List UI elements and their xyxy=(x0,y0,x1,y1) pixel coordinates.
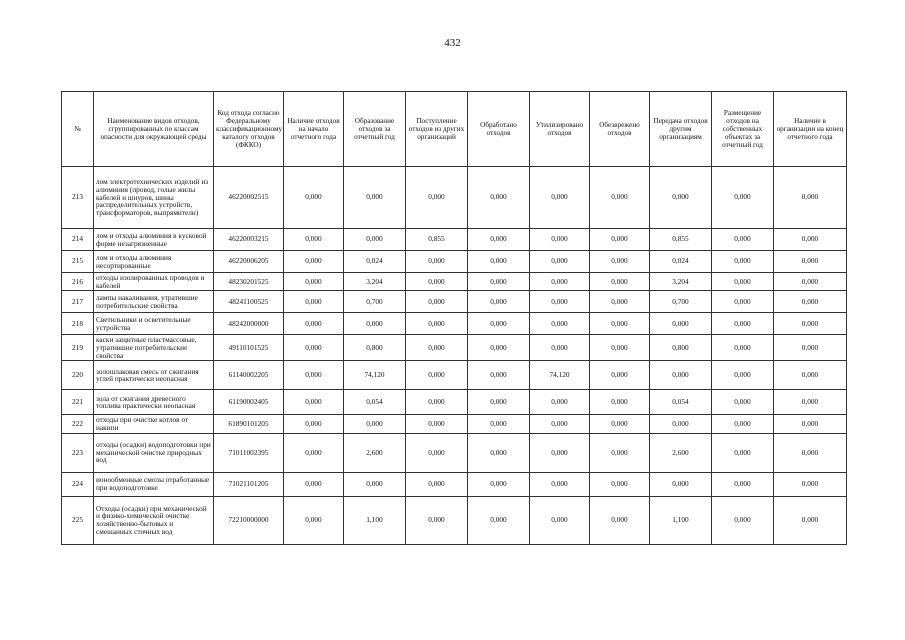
value-transferred: 3,204 xyxy=(650,273,712,291)
value-utilized: 0,000 xyxy=(530,229,590,251)
value-placed-own-sites: 0,000 xyxy=(712,335,774,361)
value-neutralized: 0,000 xyxy=(590,313,650,335)
value-processed: 0,000 xyxy=(468,415,530,433)
value-processed: 0,000 xyxy=(468,229,530,251)
waste-name: Светильники и осветительные устройства xyxy=(94,313,214,335)
value-start-of-year: 0,000 xyxy=(284,291,344,313)
value-received: 0,000 xyxy=(406,472,468,496)
value-processed: 0,000 xyxy=(468,273,530,291)
value-end-of-year: 0,000 xyxy=(774,472,847,496)
waste-name: отходы при очистке котлов от накипи xyxy=(94,415,214,433)
value-start-of-year: 0,000 xyxy=(284,313,344,335)
fkko-code: 71021101205 xyxy=(214,472,284,496)
value-processed: 0,000 xyxy=(468,167,530,229)
value-generated: 74,120 xyxy=(344,361,406,390)
value-transferred: 0,000 xyxy=(650,167,712,229)
fkko-code: 49110101525 xyxy=(214,335,284,361)
value-generated: 0,000 xyxy=(344,229,406,251)
value-generated: 0,024 xyxy=(344,251,406,273)
waste-name: лом и отходы алюминия в кусковой форме незагрязненные xyxy=(94,229,214,251)
waste-name: зола от сжигания древесного топлива практически неопасная xyxy=(94,390,214,415)
value-generated: 0,000 xyxy=(344,167,406,229)
value-start-of-year: 0,000 xyxy=(284,229,344,251)
value-received: 0,000 xyxy=(406,273,468,291)
table-body xyxy=(62,167,847,545)
value-end-of-year: 0,000 xyxy=(774,415,847,433)
table-row xyxy=(62,291,847,313)
value-start-of-year: 0,000 xyxy=(284,390,344,415)
value-placed-own-sites: 0,000 xyxy=(712,167,774,229)
value-processed: 0,000 xyxy=(468,335,530,361)
page-number: 432 xyxy=(444,37,461,49)
row-number: 222 xyxy=(62,415,94,433)
table-header-row xyxy=(62,92,847,167)
value-start-of-year: 0,000 xyxy=(284,167,344,229)
value-utilized: 0,000 xyxy=(530,433,590,472)
header-fkko-code: Код отхода согласно Федеральному классификационному каталогу отходов (ФККО) xyxy=(214,92,284,167)
header-end-of-year: Наличие в организации на конец отчетного года xyxy=(774,92,847,167)
value-utilized: 0,000 xyxy=(530,251,590,273)
fkko-code: 48241100525 xyxy=(214,291,284,313)
header-number: № xyxy=(62,92,94,167)
table-row xyxy=(62,273,847,291)
value-processed: 0,000 xyxy=(468,313,530,335)
waste-table xyxy=(61,91,847,545)
value-neutralized: 0,000 xyxy=(590,273,650,291)
row-number: 213 xyxy=(62,167,94,229)
value-utilized: 0,000 xyxy=(530,472,590,496)
header-processed: Обработано отходов xyxy=(468,92,530,167)
value-transferred: 0,000 xyxy=(650,415,712,433)
value-received: 0,000 xyxy=(406,335,468,361)
value-end-of-year: 0,000 xyxy=(774,291,847,313)
value-generated: 2,600 xyxy=(344,433,406,472)
value-generated: 3,204 xyxy=(344,273,406,291)
value-transferred: 0,054 xyxy=(650,390,712,415)
value-generated: 0,000 xyxy=(344,313,406,335)
value-transferred: 2,600 xyxy=(650,433,712,472)
value-processed: 0,000 xyxy=(468,361,530,390)
value-end-of-year: 0,000 xyxy=(774,251,847,273)
value-received: 0,000 xyxy=(406,496,468,544)
waste-name: Отходы (осадки) при механической и физико-химической очистке хозяйственно-бытовых и смешанных сточных вод xyxy=(94,496,214,544)
row-number: 224 xyxy=(62,472,94,496)
value-neutralized: 0,000 xyxy=(590,229,650,251)
table-row xyxy=(62,167,847,229)
value-received: 0,000 xyxy=(406,251,468,273)
value-end-of-year: 0,000 xyxy=(774,335,847,361)
value-received: 0,000 xyxy=(406,415,468,433)
table-row xyxy=(62,361,847,390)
header-received: Поступление отходов из других организаций xyxy=(406,92,468,167)
value-processed: 0,000 xyxy=(468,472,530,496)
value-end-of-year: 0,000 xyxy=(774,496,847,544)
value-utilized: 0,000 xyxy=(530,167,590,229)
value-start-of-year: 0,000 xyxy=(284,335,344,361)
value-utilized: 0,000 xyxy=(530,496,590,544)
value-placed-own-sites: 0,000 xyxy=(712,291,774,313)
value-processed: 0,000 xyxy=(468,496,530,544)
table-row xyxy=(62,335,847,361)
row-number: 215 xyxy=(62,251,94,273)
value-transferred: 1,100 xyxy=(650,496,712,544)
value-received: 0,000 xyxy=(406,361,468,390)
fkko-code: 46220003215 xyxy=(214,229,284,251)
value-utilized: 74,120 xyxy=(530,361,590,390)
value-placed-own-sites: 0,000 xyxy=(712,472,774,496)
value-received: 0,000 xyxy=(406,390,468,415)
value-transferred: 0,000 xyxy=(650,472,712,496)
value-utilized: 0,000 xyxy=(530,390,590,415)
row-number: 216 xyxy=(62,273,94,291)
value-received: 0,000 xyxy=(406,291,468,313)
row-number: 220 xyxy=(62,361,94,390)
value-generated: 0,000 xyxy=(344,472,406,496)
value-end-of-year: 0,000 xyxy=(774,313,847,335)
waste-name: каски защитные пластмассовые, утратившие потребительские свойства xyxy=(94,335,214,361)
value-received: 0,000 xyxy=(406,433,468,472)
value-neutralized: 0,000 xyxy=(590,251,650,273)
value-neutralized: 0,000 xyxy=(590,472,650,496)
value-neutralized: 0,000 xyxy=(590,361,650,390)
value-processed: 0,000 xyxy=(468,433,530,472)
header-generated: Образование отходов за отчетный год xyxy=(344,92,406,167)
row-number: 221 xyxy=(62,390,94,415)
header-neutralized: Обезврежено отходов xyxy=(590,92,650,167)
value-placed-own-sites: 0,000 xyxy=(712,433,774,472)
fkko-code: 46220002515 xyxy=(214,167,284,229)
fkko-code: 48230201525 xyxy=(214,273,284,291)
value-placed-own-sites: 0,000 xyxy=(712,229,774,251)
value-neutralized: 0,000 xyxy=(590,390,650,415)
value-end-of-year: 0,000 xyxy=(774,167,847,229)
value-received: 0,000 xyxy=(406,313,468,335)
value-start-of-year: 0,000 xyxy=(284,472,344,496)
value-end-of-year: 0,000 xyxy=(774,229,847,251)
waste-name: лом электротехнических изделий из алюминия (провод, голые жилы кабелей и шнуров, шины распределительных устройств, трансформаторов, выпрямители) xyxy=(94,167,214,229)
row-number: 225 xyxy=(62,496,94,544)
header-transferred: Передача отходов другим организациям xyxy=(650,92,712,167)
header-start-of-year: Наличие отходов на начало отчетного года xyxy=(284,92,344,167)
value-start-of-year: 0,000 xyxy=(284,433,344,472)
fkko-code: 46220006205 xyxy=(214,251,284,273)
header-utilized: Утилизировано отходов xyxy=(530,92,590,167)
value-generated: 0,000 xyxy=(344,415,406,433)
value-placed-own-sites: 0,000 xyxy=(712,361,774,390)
value-received: 0,855 xyxy=(406,229,468,251)
table-row xyxy=(62,251,847,273)
value-generated: 0,700 xyxy=(344,291,406,313)
value-neutralized: 0,000 xyxy=(590,433,650,472)
value-neutralized: 0,000 xyxy=(590,291,650,313)
value-neutralized: 0,000 xyxy=(590,496,650,544)
row-number: 218 xyxy=(62,313,94,335)
value-transferred: 0,800 xyxy=(650,335,712,361)
value-neutralized: 0,000 xyxy=(590,167,650,229)
row-number: 223 xyxy=(62,433,94,472)
value-transferred: 0,000 xyxy=(650,313,712,335)
value-placed-own-sites: 0,000 xyxy=(712,251,774,273)
waste-name: лампы накаливания, утратившие потребительские свойства xyxy=(94,291,214,313)
waste-name: лом и отходы алюминия несортированные xyxy=(94,251,214,273)
table-row xyxy=(62,496,847,544)
value-generated: 0,054 xyxy=(344,390,406,415)
value-processed: 0,000 xyxy=(468,251,530,273)
value-transferred: 0,024 xyxy=(650,251,712,273)
value-start-of-year: 0,000 xyxy=(284,361,344,390)
table-row xyxy=(62,390,847,415)
value-placed-own-sites: 0,000 xyxy=(712,496,774,544)
value-start-of-year: 0,000 xyxy=(284,251,344,273)
fkko-code: 61190002405 xyxy=(214,390,284,415)
value-processed: 0,000 xyxy=(468,291,530,313)
table-row xyxy=(62,433,847,472)
table-row xyxy=(62,229,847,251)
value-utilized: 0,000 xyxy=(530,313,590,335)
value-utilized: 0,000 xyxy=(530,273,590,291)
waste-name: отходы изолированных проводов и кабелей xyxy=(94,273,214,291)
value-neutralized: 0,000 xyxy=(590,415,650,433)
value-start-of-year: 0,000 xyxy=(284,496,344,544)
waste-name: отходы (осадки) водоподготовки при механической очистке природных вод xyxy=(94,433,214,472)
value-processed: 0,000 xyxy=(468,390,530,415)
row-number: 219 xyxy=(62,335,94,361)
value-received: 0,000 xyxy=(406,167,468,229)
table-row xyxy=(62,313,847,335)
value-start-of-year: 0,000 xyxy=(284,273,344,291)
value-placed-own-sites: 0,000 xyxy=(712,313,774,335)
fkko-code: 61890101205 xyxy=(214,415,284,433)
fkko-code: 71011002395 xyxy=(214,433,284,472)
value-end-of-year: 0,000 xyxy=(774,273,847,291)
value-generated: 1,100 xyxy=(344,496,406,544)
value-placed-own-sites: 0,000 xyxy=(712,415,774,433)
value-generated: 0,800 xyxy=(344,335,406,361)
value-utilized: 0,000 xyxy=(530,291,590,313)
value-transferred: 0,855 xyxy=(650,229,712,251)
header-waste-name: Наименование видов отходов, сгруппированных по классам опасности для окружающей среды xyxy=(94,92,214,167)
value-end-of-year: 0,000 xyxy=(774,361,847,390)
fkko-code: 72210000000 xyxy=(214,496,284,544)
value-end-of-year: 0,000 xyxy=(774,390,847,415)
table-row xyxy=(62,472,847,496)
waste-name: ионообменные смолы отработанные при водоподготовке xyxy=(94,472,214,496)
value-placed-own-sites: 0,000 xyxy=(712,273,774,291)
value-end-of-year: 0,000 xyxy=(774,433,847,472)
fkko-code: 61140002205 xyxy=(214,361,284,390)
row-number: 217 xyxy=(62,291,94,313)
value-placed-own-sites: 0,000 xyxy=(712,390,774,415)
value-neutralized: 0,000 xyxy=(590,335,650,361)
value-start-of-year: 0,000 xyxy=(284,415,344,433)
value-utilized: 0,000 xyxy=(530,415,590,433)
fkko-code: 48242000000 xyxy=(214,313,284,335)
value-transferred: 0,700 xyxy=(650,291,712,313)
table-row xyxy=(62,415,847,433)
row-number: 214 xyxy=(62,229,94,251)
value-transferred: 0,000 xyxy=(650,361,712,390)
value-utilized: 0,000 xyxy=(530,335,590,361)
header-placed-own-sites: Размещение отходов на собственных объектах за отчетный год xyxy=(712,92,774,167)
waste-name: золошлаковая смесь от сжигания углей практически неопасная xyxy=(94,361,214,390)
